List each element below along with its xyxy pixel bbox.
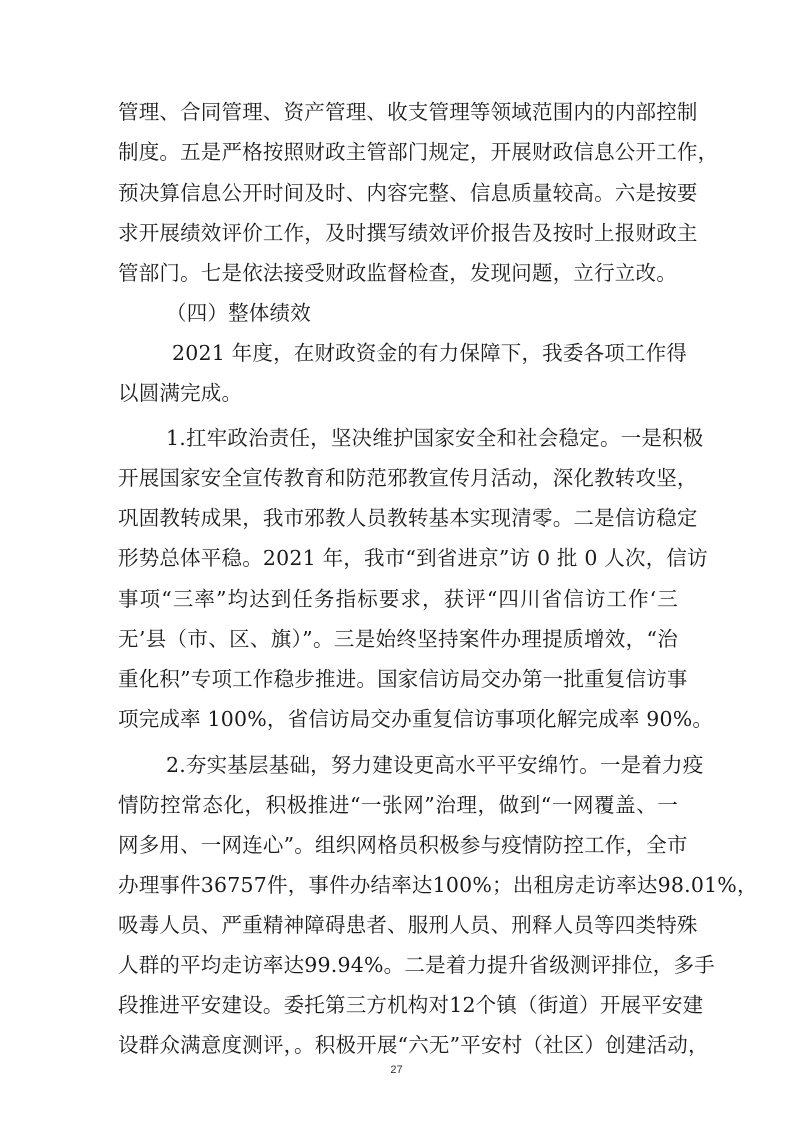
body-line: 以圆满完成。 — [118, 381, 243, 405]
body-line: 2.夯实基层基础，努力建设更高水平平安绵竹。一是着力疫 — [166, 753, 704, 777]
section-heading: （四）整体绩效 — [166, 301, 311, 325]
body-line: 制度。五是严格按照财政主管部门规定，开展财政信息公开工作， — [118, 140, 719, 164]
body-line: 人群的平均走访率达99.94%。二是着力提升省级测评排位，多手 — [118, 953, 715, 977]
body-line: 网多用、一网连心”。组织网格员积极参与疫情防控工作，全市 — [118, 833, 688, 857]
body-line: 吸毒人员、严重精神障碍患者、服刑人员、刑释人员等四类特殊 — [118, 913, 698, 937]
body-line: 开展国家安全宣传教育和防范邪教宣传月活动，深化教转攻坚， — [118, 466, 698, 490]
body-line: 预决算信息公开时间及时、内容完整、信息质量较高。六是按要 — [118, 181, 698, 205]
body-line: 情防控常态化，积极推进“一张网”治理，做到“一网覆盖、一 — [118, 793, 678, 817]
body-line: 段推进平安建设。委托第三方机构对12个镇（街道）开展平安建 — [118, 993, 704, 1017]
body-line: 管理、合同管理、资产管理、收支管理等领域范围内的内部控制 — [118, 100, 698, 124]
body-line: 事项“三率”均达到任务指标要求，获评“四川省信访工作‘三 — [118, 587, 678, 611]
body-line: 2021 年度，在财政资金的有力保障下，我委各项工作得 — [172, 341, 688, 365]
body-line: 设群众满意度测评，。积极开展“六无”平安村（社区）创建活动， — [118, 1033, 709, 1057]
body-line: 办理事件36757件，事件办结率达100%；出租房走访率达98.01%， — [118, 873, 758, 897]
body-line: 求开展绩效评价工作，及时撰写绩效评价报告及按时上报财政主 — [118, 221, 698, 245]
body-line: 管部门。七是依法接受财政监督检查，发现问题，立行立改。 — [118, 261, 677, 285]
body-line: 1.扛牢政治责任，坚决维护国家安全和社会稳定。一是积极 — [166, 426, 704, 450]
body-line: 形势总体平稳。2021 年，我市“到省进京”访 0 批 0 人次，信访 — [118, 546, 708, 570]
body-line: 重化积”专项工作稳步推进。国家信访局交办第一批重复信访事 — [118, 667, 688, 691]
page-number: 27 — [390, 1064, 403, 1076]
body-line: 巩固教转成果，我市邪教人员教转基本实现清零。二是信访稳定 — [118, 506, 698, 530]
body-line: 项完成率 100%，省信访局交办重复信访事项化解完成率 90%。 — [118, 707, 714, 731]
body-line: 无’县（市、区、旗）”。三是始终坚持案件办理提质增效，“治 — [118, 627, 678, 651]
